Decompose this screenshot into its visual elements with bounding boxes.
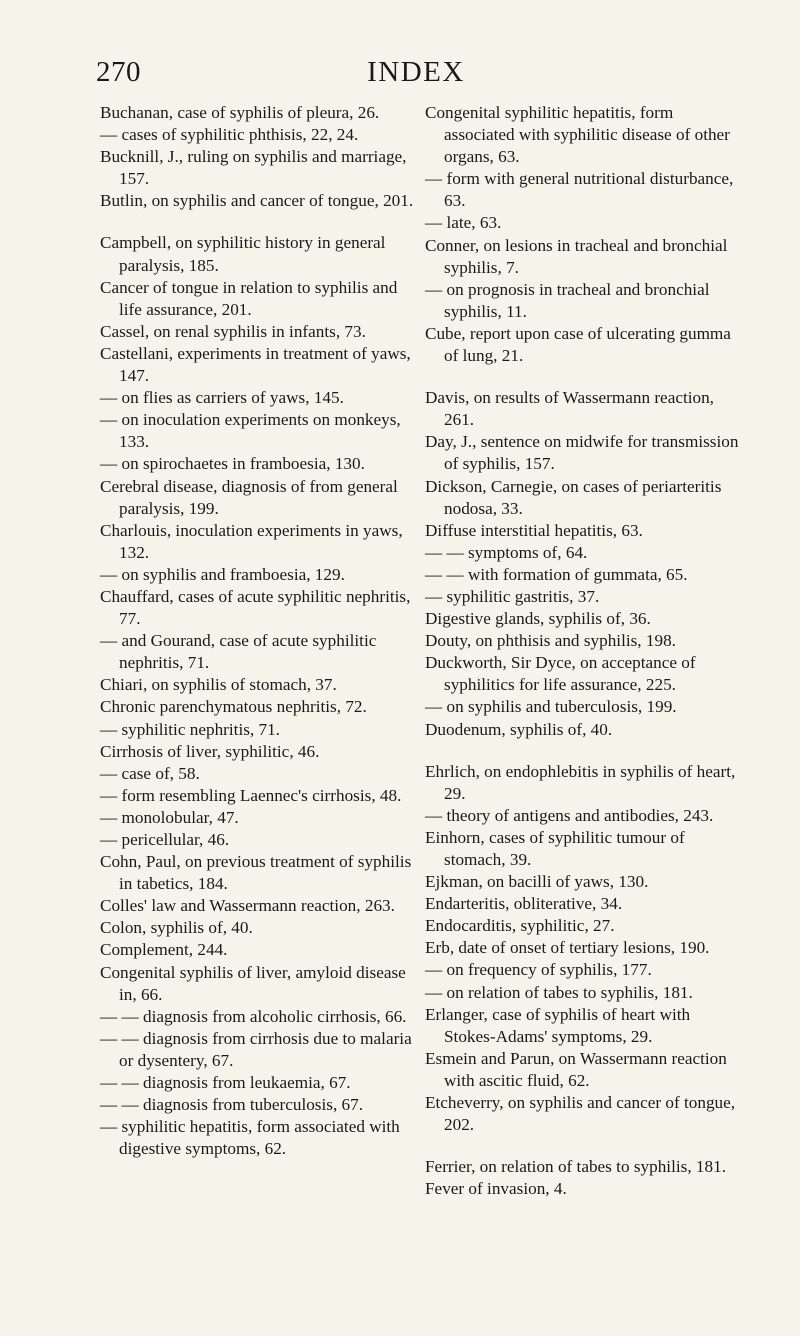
- index-entry: Butlin, on syphilis and cancer of tongue, 201.: [100, 191, 414, 211]
- index-entry: Erb, date of onset of tertiary lesions, 190.: [425, 938, 710, 958]
- index-entry: Duodenum, syphilis of, 40.: [425, 719, 613, 739]
- index-entry: Cohn, Paul, on previous treatment of syphilis in tabetics, 184.: [100, 852, 412, 894]
- index-entry: Etcheverry, on syphilis and cancer of tongue, 202.: [425, 1093, 736, 1135]
- index-entry: Campbell, on syphilitic history in general paralysis, 185.: [100, 233, 386, 275]
- running-head: INDEX: [367, 56, 465, 88]
- index-entry: Colles' law and Wassermann reaction, 263.: [100, 896, 395, 916]
- index-entry: Douty, on phthisis and syphilis, 198.: [425, 631, 676, 651]
- index-entry: Chauffard, cases of acute syphilitic nephritis, 77.: [100, 586, 411, 629]
- index-entry: Dickson, Carnegie, on cases of periarteritis nodosa, 33.: [425, 476, 722, 518]
- index-entry: Ferrier, on relation of tabes to syphilis, 181.: [425, 1157, 726, 1177]
- index-entry: Davis, on results of Wassermann reaction, 261.: [425, 388, 714, 430]
- index-entry: Cube, report upon case of ulcerating gumma of lung, 21.: [425, 323, 731, 366]
- section-gap: [425, 367, 743, 387]
- section-gap: [425, 1136, 743, 1156]
- index-entry: Cancer of tongue in relation to syphilis and life assurance, 201.: [100, 277, 398, 319]
- index-entry: — on inoculation experiments on monkeys, 133.: [100, 410, 401, 452]
- index-entry: Cerebral disease, diagnosis of from general paralysis, 199.: [100, 476, 398, 518]
- index-entry: Cassel, on renal syphilis in infants, 73.: [100, 321, 366, 341]
- index-entry: — form resembling Laennec's cirrhosis, 48.: [100, 785, 402, 805]
- index-entry: Esmein and Parun, on Wassermann reaction with ascitic fluid, 62.: [425, 1048, 727, 1090]
- index-entry: Congenital syphilis of liver, amyloid disease in, 66.: [100, 962, 406, 1004]
- section-gap: [425, 741, 743, 761]
- index-entry: — syphilitic hepatitis, form associated with digestive symptoms, 62.: [100, 1117, 400, 1159]
- index-entry: Endocarditis, syphilitic, 27.: [425, 916, 615, 936]
- index-entry: — on prognosis in tracheal and bronchial syphilis, 11.: [425, 279, 710, 321]
- index-entry: Charlouis, inoculation experiments in yaws, 132.: [100, 520, 403, 562]
- index-entry: — cases of syphilitic phthisis, 22, 24.: [100, 125, 359, 145]
- index-entry: — on syphilis and tuberculosis, 199.: [425, 697, 677, 717]
- section-gap: [100, 212, 418, 232]
- index-entry: — on flies as carriers of yaws, 145.: [100, 388, 344, 408]
- index-entry: Complement, 244.: [100, 940, 228, 960]
- index-entry: — — diagnosis from leukaemia, 67.: [100, 1073, 351, 1093]
- index-entry: Ejkman, on bacilli of yaws, 130.: [425, 872, 649, 892]
- index-entry: Erlanger, case of syphilis of heart with Stokes-Adams' symptoms, 29.: [425, 1004, 691, 1046]
- index-entry: — — diagnosis from tuberculosis, 67.: [100, 1095, 364, 1115]
- index-entry: Chronic parenchymatous nephritis, 72.: [100, 697, 367, 717]
- index-entry: — syphilitic gastritis, 37.: [425, 586, 600, 606]
- index-column-left: [100, 102, 418, 1160]
- index-column-right: [425, 102, 743, 1200]
- index-entry: — — with formation of gummata, 65.: [425, 564, 688, 584]
- index-entry: Ehrlich, on endophlebitis in syphilis of heart, 29.: [425, 761, 736, 803]
- index-entry: Day, J., sentence on midwife for transmission of syphilis, 157.: [425, 432, 739, 474]
- index-entry: — form with general nutritional disturbance, 63.: [425, 169, 734, 211]
- index-entry: — monolobular, 47.: [100, 807, 239, 827]
- index-entry: Conner, on lesions in tracheal and bronchial syphilis, 7.: [425, 235, 728, 277]
- index-entry: Digestive glands, syphilis of, 36.: [425, 609, 651, 629]
- index-entry: — — diagnosis from alcoholic cirrhosis, 66.: [100, 1006, 407, 1026]
- index-entry: Cirrhosis of liver, syphilitic, 46.: [100, 741, 320, 761]
- index-entry: Diffuse interstitial hepatitis, 63.: [425, 520, 643, 540]
- index-entry: Congenital syphilitic hepatitis, form associated with syphilitic disease of other organs, 63.: [425, 103, 730, 167]
- index-entry: — late, 63.: [425, 213, 502, 233]
- index-entry: — — symptoms of, 64.: [425, 542, 588, 562]
- page-header: [96, 56, 736, 90]
- index-entry: Buchanan, case of syphilis of pleura, 26.: [100, 103, 380, 122]
- index-entry: Einhorn, cases of syphilitic tumour of stomach, 39.: [425, 827, 685, 869]
- page-number: 270: [96, 56, 141, 88]
- index-entry: Castellani, experiments in treatment of yaws, 147.: [100, 343, 411, 386]
- index-entry: — and Gourand, case of acute syphilitic nephritis, 71.: [100, 631, 377, 673]
- index-entry: Duckworth, Sir Dyce, on acceptance of syphilitics for life assurance, 225.: [425, 653, 696, 695]
- index-entry: — — diagnosis from cirrhosis due to malaria or dysentery, 67.: [100, 1028, 412, 1070]
- index-entry: — pericellular, 46.: [100, 830, 230, 849]
- index-entry: Endarteritis, obliterative, 34.: [425, 894, 623, 914]
- index-entry: — on spirochaetes in framboesia, 130.: [100, 454, 365, 474]
- index-entry: Colon, syphilis of, 40.: [100, 918, 253, 938]
- index-entry: — on relation of tabes to syphilis, 181.: [425, 982, 693, 1002]
- index-entry: Chiari, on syphilis of stomach, 37.: [100, 675, 337, 695]
- index-entry: Bucknill, J., ruling on syphilis and marriage, 157.: [100, 147, 407, 189]
- index-entry: — on frequency of syphilis, 177.: [425, 960, 652, 980]
- index-entry: — on syphilis and framboesia, 129.: [100, 564, 345, 584]
- index-entry: — theory of antigens and antibodies, 243.: [425, 805, 714, 825]
- index-entry: Fever of invasion, 4.: [425, 1179, 567, 1199]
- index-entry: — case of, 58.: [100, 763, 200, 783]
- index-entry: — syphilitic nephritis, 71.: [100, 719, 280, 739]
